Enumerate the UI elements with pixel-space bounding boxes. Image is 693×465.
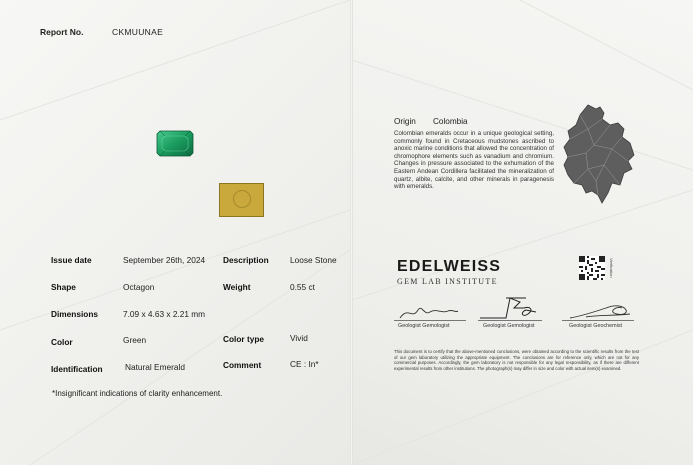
signature-2: [476, 294, 542, 322]
shape-label: Shape: [51, 282, 76, 292]
report-number: CKMUUNAE: [112, 27, 164, 37]
origin-description: Colombian emeralds occur in a unique geological setting, commonly found in Cretaceous mudstones ascribed to anoxic marine conditions that allowed the concentration of chromophore elements such as vanadium and chromium. Changes in pressure associated to the exhumation of the Eastern Andean Cordillera facilitated the mineralization of quartz, albite, calcite, and other minerals in paragenesis with emeralds.: [394, 130, 554, 191]
signature-line-1: [394, 320, 466, 321]
description-value: Loose Stone: [290, 255, 337, 265]
signature-line-3: [562, 320, 634, 321]
dimensions-value: 7.09 x 4.63 x 2.21 mm: [123, 309, 206, 319]
hologram-seal: [219, 183, 264, 217]
color-value: Green: [123, 335, 147, 345]
lab-name: EDELWEISS: [397, 258, 502, 275]
signature-caption-2: Geologist Gemologist: [483, 323, 535, 329]
signature-caption-1: Geologist Gemologist: [398, 323, 450, 329]
report-number-label: Report No.: [40, 27, 84, 37]
page-fold: [350, 0, 353, 465]
issue-date-label: Issue date: [51, 255, 92, 265]
signature-1: [398, 302, 460, 322]
origin-label: Origin: [394, 117, 416, 126]
shape-value: Octagon: [123, 282, 155, 292]
clarity-footnote: *Insignificant indications of clarity enhancement.: [52, 389, 223, 398]
comment-label: Comment: [223, 360, 262, 370]
weight-label: Weight: [223, 282, 251, 292]
signature-caption-3: Geologist Geochemist: [569, 323, 623, 329]
qr-code-icon[interactable]: [579, 256, 605, 280]
comment-value: CE : In*: [290, 359, 319, 369]
lab-subtitle: GEM LAB INSTITUTE: [397, 277, 498, 286]
issue-date-value: September 26th, 2024: [123, 255, 206, 265]
dimensions-label: Dimensions: [51, 309, 99, 319]
identification-label: Identification: [51, 364, 103, 374]
colombia-map-icon: [558, 103, 638, 207]
color-type-value: Vivid: [290, 333, 308, 343]
qr-caption: Verification: [609, 258, 614, 278]
identification-value: Natural Emerald: [125, 362, 185, 372]
signature-line-2: [478, 320, 542, 321]
color-label: Color: [51, 337, 73, 347]
signature-3: [566, 300, 636, 322]
emerald-photo: [156, 130, 194, 157]
seal-emblem: [233, 190, 251, 208]
weight-value: 0.55 ct: [290, 282, 315, 292]
origin-value: Colombia: [433, 117, 468, 126]
color-type-label: Color type: [223, 334, 265, 344]
disclaimer: This document is to certify that the above-mentioned conclusions, were obtained according to the scientific results from the test of our gem laboratory utilizing the appropriate equipment. The conclusions are for reference only, which are not for any commercial purposes. Accordingly, the gem laboratory is not responsible for any legal responsibility, as if there are different experimental results from other institutions. The photograph(s) may differ in size and color with actual item(s) examined.: [394, 349, 639, 372]
description-label: Description: [223, 255, 269, 265]
